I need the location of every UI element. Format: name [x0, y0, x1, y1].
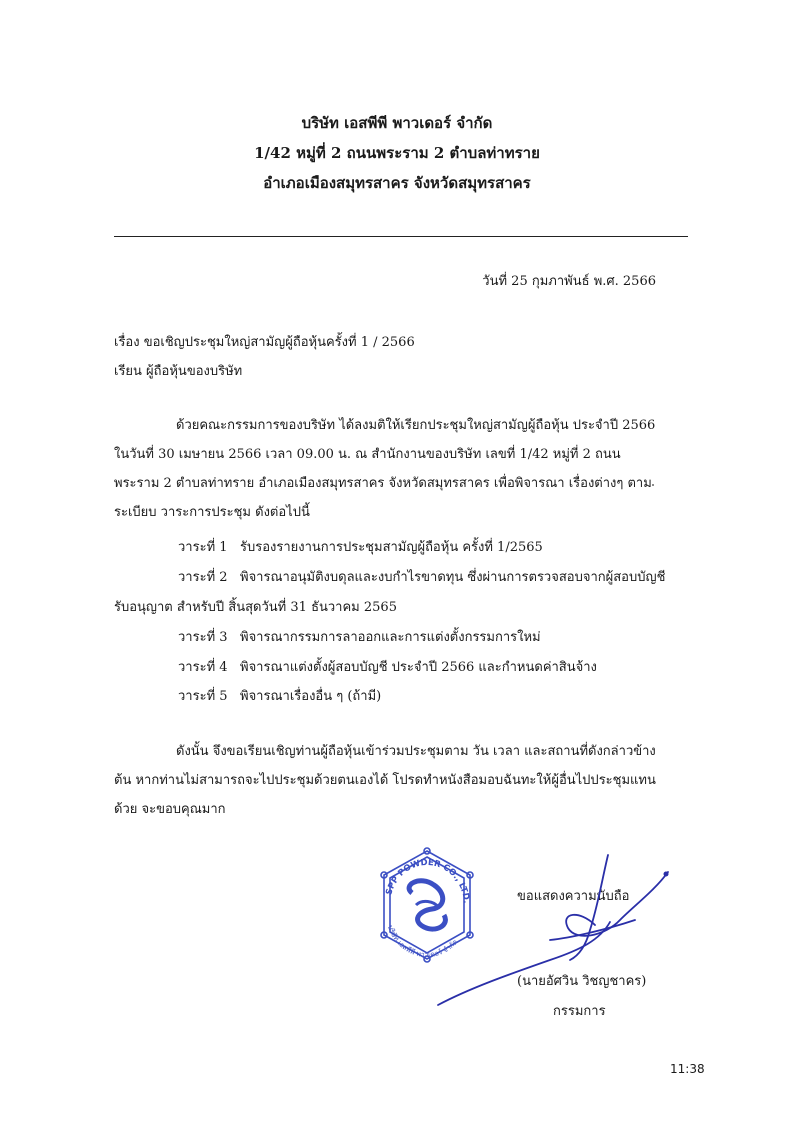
signature-dot: [664, 872, 669, 877]
agenda-text: รับรองรายงานการประชุมสามัญผู้ถือหุ้น ครั้งที่ 1/2565: [240, 540, 543, 555]
stray-mark: [652, 484, 654, 486]
letterhead: [0, 108, 794, 198]
page-number: 11:38: [670, 1062, 705, 1076]
company-name: บริษัท เอสพีพี พาวเดอร์ จำกัด: [301, 114, 493, 132]
agenda-number: วาระที่ 4: [178, 660, 228, 675]
company-address-line2: อำเภอเมืองสมุทรสาคร จังหวัดสมุทรสาคร: [263, 174, 531, 192]
letter-recipient: เรียน ผู้ถือหุ้นของบริษัท: [114, 364, 243, 379]
seal-bottom-text: บริษัท เอสพีพี พาวเดอร์ จำกัด: [385, 924, 460, 960]
agenda-text: พิจารณาอนุมัติงบดุลและงบกำไรขาดทุน ซึ่งผ่านการตรวจสอบจากผู้สอบบัญชี: [240, 570, 666, 585]
agenda-text: พิจารณาแต่งตั้งผู้สอบบัญชี ประจำปี 2566 และกำหนดค่าสินจ้าง: [240, 660, 597, 675]
agenda-item-1: [178, 536, 543, 557]
agenda-item-4: [178, 656, 597, 677]
conclusion-paragraph: ดังนั้น จึงขอเรียนเชิญท่านผู้ถือหุ้นเข้าร่วมประชุมตาม วัน เวลา และสถานที่ดังกล่าวข้างต้น หากท่านไม่สามารถจะไปประชุมด้วยตนเองได้ โปรดทำหนังสือมอบฉันทะให้ผู้อื่นไปประชุมแทนด้วย จะขอบคุณมาก: [114, 744, 656, 817]
intro-paragraph: ด้วยคณะกรรมการของบริษัท ได้ลงมติให้เรียกประชุมใหญ่สามัญผู้ถือหุ้น ประจำปี 2566 ในวันที่ 30 เมษายน 2566 เวลา 09.00 น. ณ สำนักงานของบริษัท เลขที่ 1/42 หมู่ที่ 2 ถนนพระราม 2 ตำบลท่าทราย อำเภอเมืองสมุทรสาคร จังหวัดสมุทรสาคร เพื่อพิจารณา เรื่องต่างๆ ตามระเบียบ วาระการประชุม ดังต่อไปนี้: [114, 418, 656, 520]
closing-phrase: ขอแสดงความนับถือ: [517, 889, 630, 904]
letter-date: วันที่ 25 กุมภาพันธ์ พ.ศ. 2566: [482, 274, 656, 289]
agenda-number: วาระที่ 1: [178, 540, 228, 555]
letter-subject: เรื่อง ขอเชิญประชุมใหญ่สามัญผู้ถือหุ้นครั้งที่ 1 / 2566: [114, 335, 415, 350]
signer-title: กรรมการ: [553, 1004, 606, 1019]
company-address-line1: 1/42 หมู่ที่ 2 ถนนพระราม 2 ตำบลท่าทราย: [254, 144, 540, 162]
agenda-item-2-continuation: รับอนุญาต สำหรับปี สิ้นสุดวันที่ 31 ธันวาคม 2565: [114, 600, 397, 615]
signer-name: (นายอัศวิน วิชญชาคร): [517, 974, 647, 989]
agenda-number: วาระที่ 5: [178, 689, 228, 704]
agenda-item-5: [178, 685, 381, 706]
header-divider: [114, 236, 688, 237]
agenda-number: วาระที่ 3: [178, 630, 228, 645]
agenda-item-3: [178, 626, 541, 647]
seal-top-text: SPP POWDER CO., LTD.: [384, 857, 471, 904]
agenda-number: วาระที่ 2: [178, 570, 228, 585]
agenda-text: พิจารณากรรมการลาออกและการแต่งตั้งกรรมการใหม่: [240, 630, 541, 645]
agenda-text: พิจารณาเรื่องอื่น ๆ (ถ้ามี): [240, 689, 382, 704]
agenda-item-2: [178, 566, 665, 587]
